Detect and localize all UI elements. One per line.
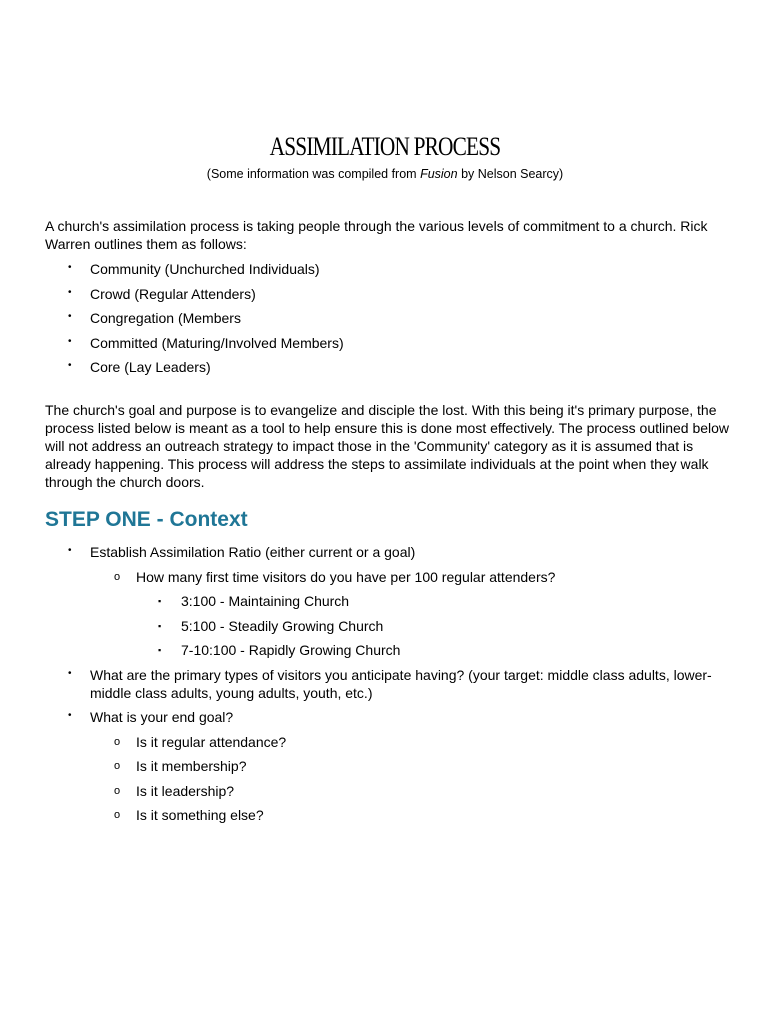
document-title: ASSIMILATION PROCESS xyxy=(269,132,501,161)
square-bullet-icon: ▪ xyxy=(158,596,162,606)
list-item-text: Establish Assimilation Ratio (either current or a goal) xyxy=(90,544,416,560)
circle-bullet-icon: o xyxy=(114,735,121,748)
list-item-text: Crowd (Regular Attenders) xyxy=(90,285,256,302)
circle-bullet-icon: o xyxy=(114,760,121,772)
subtitle-prefix: (Some information was compiled from xyxy=(206,167,421,181)
bullet-icon: • xyxy=(68,335,72,347)
list-item-text: 5:100 - Steadily Growing Church xyxy=(181,617,384,634)
document-subtitle xyxy=(0,167,770,181)
bullet-icon: • xyxy=(68,667,72,679)
list-item-text: Committed (Maturing/Involved Members) xyxy=(90,334,344,351)
square-bullet-icon: ▪ xyxy=(158,620,162,631)
bullet-icon: • xyxy=(68,545,72,556)
bullet-icon: • xyxy=(68,286,72,298)
list-item-text: What are the primary types of visitors you anticipate having? (your target: middle class adults, lower-middle class adults, young adults, youth, etc.) xyxy=(90,666,712,701)
list-item-text: Congregation (Members xyxy=(90,310,241,326)
circle-bullet-icon: o xyxy=(114,784,121,797)
subtitle-suffix: by Nelson Searcy) xyxy=(457,167,564,181)
list-item-text: Is it leadership? xyxy=(136,782,235,799)
list-item-text: 3:100 - Maintaining Church xyxy=(181,593,350,609)
list-item-text: Is it regular attendance? xyxy=(136,733,287,750)
list-item-text: Is it membership? xyxy=(136,758,247,774)
goal-paragraph: The church's goal and purpose is to evangelize and disciple the lost. With this being it's primary purpose, the process listed below is meant as a tool to help ensure this is done most effectively. The process outlined below will not address an outreach strategy to impact those in the 'Community' category as it is assumed that is already happening. This process will address the steps to assimilate individuals at the point when they walk through the church doors. xyxy=(45,402,730,490)
square-bullet-icon: ▪ xyxy=(158,645,162,655)
list-item-text: Community (Unchurched Individuals) xyxy=(90,261,320,277)
list-item-text: How many first time visitors do you have per 100 regular attenders? xyxy=(136,568,556,585)
bullet-icon: • xyxy=(68,360,72,371)
bullet-icon: • xyxy=(68,311,72,322)
step-one-heading: STEP ONE - Context xyxy=(45,508,248,531)
circle-bullet-icon: o xyxy=(114,809,121,821)
list-item-text: 7-10:100 - Rapidly Growing Church xyxy=(181,642,401,658)
list-item-text: Core (Lay Leaders) xyxy=(90,359,211,375)
bullet-icon: • xyxy=(68,710,72,721)
list-item-text: What is your end goal? xyxy=(90,709,234,725)
circle-bullet-icon: o xyxy=(114,570,121,583)
bullet-icon: • xyxy=(68,262,72,273)
subtitle-book: Fusion xyxy=(420,167,458,181)
list-item-text: Is it something else? xyxy=(136,807,264,823)
intro-paragraph: A church's assimilation process is taking people through the various levels of commitment to a church. Rick Warren outlines them as follows: xyxy=(45,218,708,252)
